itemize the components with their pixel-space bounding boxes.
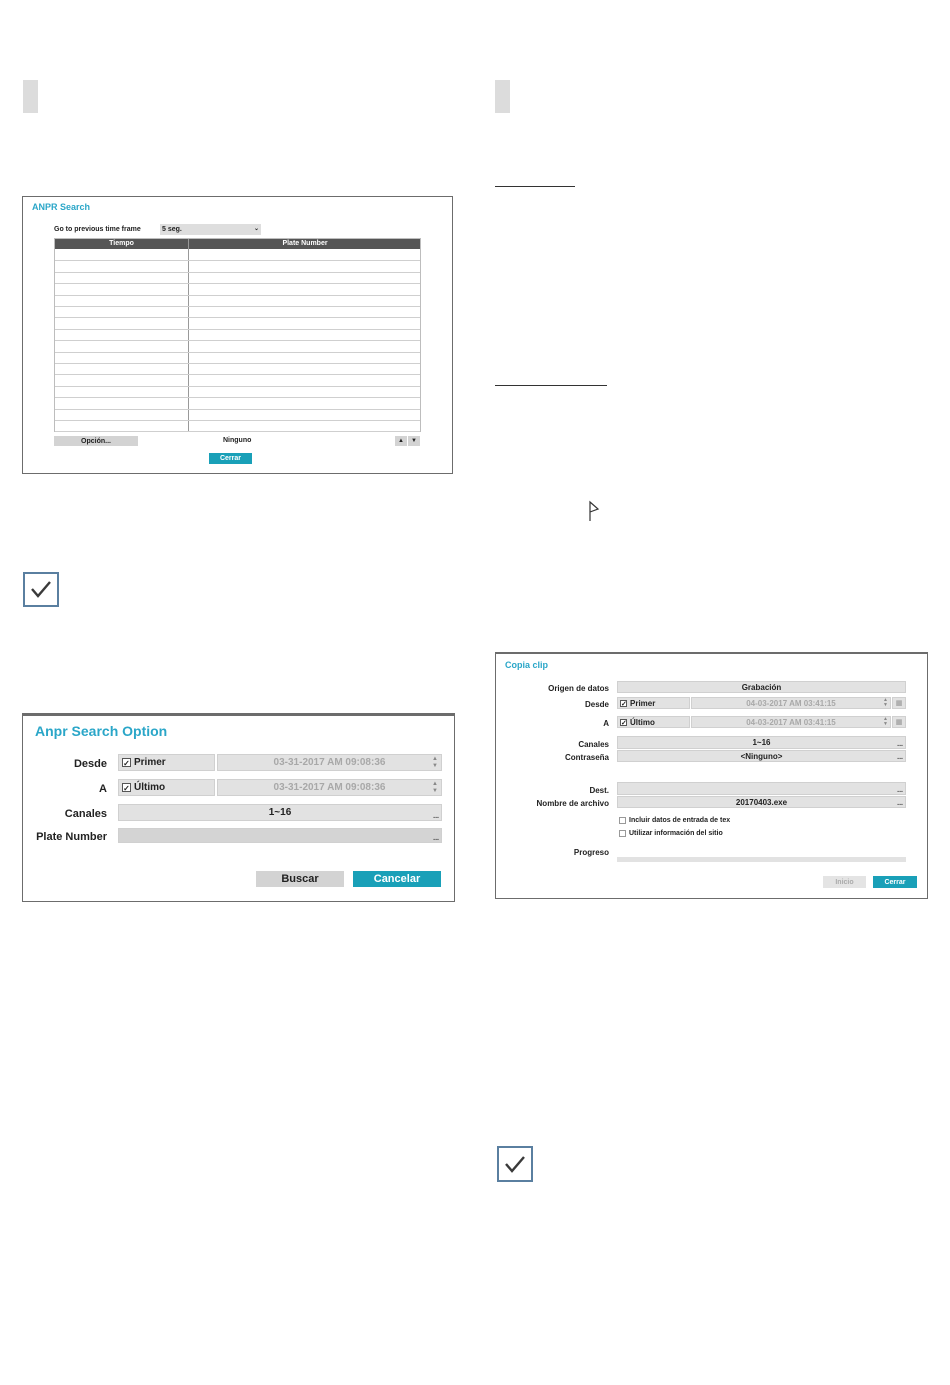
table-row[interactable]: [55, 386, 420, 387]
table-row[interactable]: [55, 374, 420, 375]
close-button[interactable]: Cerrar: [209, 453, 252, 464]
filter-status: Ninguno: [223, 437, 252, 444]
to-datetime-field[interactable]: [691, 716, 891, 728]
channels-field[interactable]: [617, 736, 906, 749]
more-icon: ...: [897, 800, 903, 807]
calendar-button[interactable]: [892, 716, 906, 728]
dialog-title: Copia clip: [505, 660, 549, 670]
from-first-toggle[interactable]: [617, 697, 690, 709]
site-info-label: Utilizar información del sitio: [629, 830, 723, 837]
password-field[interactable]: [617, 750, 906, 762]
spinner-icon[interactable]: ▲ ▼: [883, 697, 888, 708]
flag-icon: [587, 500, 601, 522]
more-icon: ...: [433, 835, 439, 842]
table-row[interactable]: [55, 329, 420, 330]
progress-bar: [617, 857, 906, 862]
table-row[interactable]: [55, 272, 420, 273]
filename-value: 20170403.exe: [735, 797, 788, 807]
heading-rule-2: [495, 385, 607, 386]
from-first-label: Primer: [134, 757, 166, 768]
table-row[interactable]: [55, 409, 420, 410]
table-row[interactable]: [55, 431, 420, 432]
site-info-option[interactable]: [619, 830, 723, 837]
channels-field[interactable]: [118, 804, 442, 821]
from-first-checkbox[interactable]: ✓: [621, 700, 627, 708]
table-row[interactable]: [55, 295, 420, 296]
channels-label: Canales: [578, 740, 609, 749]
arrow-up-icon: ▲: [398, 438, 404, 444]
filename-label: Nombre de archivo: [536, 799, 609, 808]
spinner-icon[interactable]: ▲ ▼: [432, 781, 438, 794]
scroll-up-button[interactable]: [395, 436, 407, 446]
password-label: Contraseña: [564, 753, 609, 762]
from-label: Desde: [584, 700, 609, 709]
table-row[interactable]: [55, 306, 420, 307]
start-button[interactable]: Inicio: [823, 876, 866, 888]
prev-time-label: Go to previous time frame: [54, 226, 141, 233]
anpr-search-dialog: [22, 196, 453, 474]
progress-label: Progreso: [573, 848, 609, 857]
check-note-icon: [497, 1146, 533, 1182]
plate-number-field[interactable]: [118, 828, 442, 843]
heading-rule-1: [495, 186, 575, 187]
source-label: Origen de datos: [548, 684, 609, 693]
to-datetime-field[interactable]: [217, 779, 442, 796]
to-label: A: [603, 719, 609, 728]
from-label: Desde: [73, 758, 107, 770]
column-header-plate[interactable]: Plate Number: [282, 240, 328, 247]
dialog-title: Anpr Search Option: [35, 723, 168, 739]
password-value: <Ninguno>: [740, 751, 783, 761]
to-datetime-value: 04-03-2017 AM 03:41:15: [746, 717, 836, 727]
from-datetime-value: 03-31-2017 AM 09:08:36: [273, 757, 386, 768]
to-last-checkbox[interactable]: ✓: [621, 719, 627, 727]
to-last-checkbox[interactable]: ✓: [123, 784, 130, 793]
check-note-icon: [23, 572, 59, 607]
cancel-button[interactable]: Cancelar: [353, 871, 441, 887]
table-row[interactable]: [55, 363, 420, 364]
section-marker-left: [23, 80, 38, 113]
section-marker-right: [495, 80, 510, 113]
table-row[interactable]: [55, 420, 420, 421]
spinner-icon[interactable]: ▲ ▼: [432, 756, 438, 769]
option-button[interactable]: Opción...: [54, 436, 138, 446]
include-text-input-label: Incluir datos de entrada de tex: [629, 817, 731, 824]
calendar-icon: ▦: [895, 719, 903, 726]
dest-field[interactable]: [617, 782, 906, 795]
arrow-down-icon: ▼: [411, 438, 417, 444]
filename-field[interactable]: [617, 796, 906, 808]
to-last-toggle[interactable]: [617, 716, 690, 728]
more-icon: ...: [897, 741, 903, 748]
to-last-toggle[interactable]: [118, 779, 215, 796]
from-first-label: Primer: [630, 698, 656, 708]
column-divider: [188, 239, 189, 431]
site-info-checkbox[interactable]: [619, 830, 626, 837]
channels-value: 1~16: [752, 738, 771, 747]
include-text-input-checkbox[interactable]: [619, 817, 626, 824]
chevron-down-icon: ⌄: [253, 226, 259, 232]
channels-value: 1~16: [268, 807, 292, 818]
table-row[interactable]: [55, 260, 420, 261]
from-first-checkbox[interactable]: ✓: [123, 759, 130, 768]
from-datetime-value: 04-03-2017 AM 03:41:15: [746, 698, 836, 708]
scroll-down-button[interactable]: [408, 436, 420, 446]
close-button[interactable]: Cerrar: [873, 876, 917, 888]
results-table: [54, 238, 421, 432]
channels-label: Canales: [64, 808, 107, 820]
calendar-icon: ▦: [895, 700, 903, 707]
dest-label: Dest.: [589, 786, 609, 795]
calendar-button[interactable]: [892, 697, 906, 709]
more-icon: ...: [897, 787, 903, 794]
table-header: [55, 239, 420, 249]
more-icon: ...: [897, 754, 903, 761]
table-row[interactable]: [55, 317, 420, 318]
source-value: Grabación: [741, 682, 782, 692]
table-row[interactable]: [55, 397, 420, 398]
prev-time-select[interactable]: [160, 224, 261, 235]
plate-label: Plate Number: [36, 831, 107, 843]
column-header-time[interactable]: Tiempo: [109, 240, 134, 247]
from-datetime-field[interactable]: [217, 754, 442, 771]
clip-copy-dialog: [495, 652, 928, 899]
spinner-icon[interactable]: ▲ ▼: [883, 716, 888, 727]
to-last-label: Último: [134, 782, 166, 793]
table-row[interactable]: [55, 340, 420, 341]
from-datetime-field[interactable]: [691, 697, 891, 709]
more-icon: ...: [433, 813, 439, 820]
anpr-search-option-dialog: [22, 713, 455, 902]
source-field[interactable]: [617, 681, 906, 693]
to-label: A: [99, 783, 107, 795]
to-datetime-value: 03-31-2017 AM 09:08:36: [273, 782, 386, 793]
search-button[interactable]: Buscar: [256, 871, 344, 887]
table-row[interactable]: [55, 352, 420, 353]
table-row[interactable]: [55, 283, 420, 284]
to-last-label: Último: [630, 717, 655, 727]
include-text-input-option[interactable]: [619, 817, 730, 824]
from-first-toggle[interactable]: [118, 754, 215, 771]
dialog-title: ANPR Search: [32, 202, 91, 212]
prev-time-value: 5 seg.: [162, 226, 182, 233]
